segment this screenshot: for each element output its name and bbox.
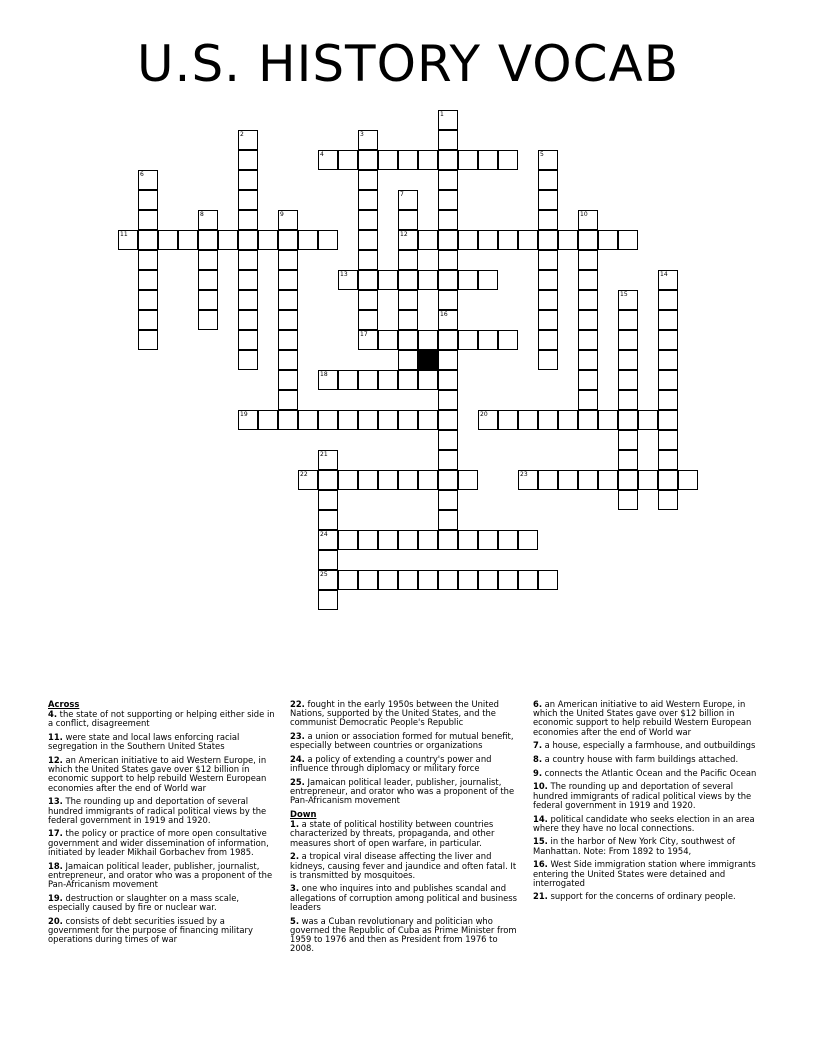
grid-cell[interactable] [358,270,378,290]
clues-column-1 [48,700,276,949]
grid-cell[interactable] [578,350,598,370]
grid-cell[interactable] [538,470,558,490]
clue-number: 1 [440,111,444,118]
grid-cell[interactable] [618,350,638,370]
clue-number-label: 20. [48,915,63,926]
grid-cell[interactable] [498,230,518,250]
clue-number-label: 5. [290,915,300,926]
grid-cell[interactable] [418,410,438,430]
grid-cell[interactable] [658,490,678,510]
grid-cell[interactable] [398,410,418,430]
grid-cell[interactable] [538,290,558,310]
grid-cell[interactable] [518,230,538,250]
clue-number: 5 [540,151,544,158]
grid-cell[interactable] [398,470,418,490]
grid-cell[interactable] [318,410,338,430]
across-clue: 18. Jamaican political leader, publisher, journalist, entrepreneur, and orator who was a proponent of the Pan-Africanism movement [48,860,273,889]
grid-cell[interactable] [618,330,638,350]
grid-cell[interactable] [338,570,358,590]
grid-cell[interactable] [658,290,678,310]
grid-cell[interactable] [418,270,438,290]
grid-cell[interactable] [538,410,558,430]
grid-cell[interactable] [378,150,398,170]
grid-cell[interactable] [658,330,678,350]
clue-number: 23 [520,471,528,478]
grid-cell[interactable] [238,350,258,370]
grid-cell[interactable] [538,330,558,350]
across-clue: 4. the state of not supporting or helping either side in a conflict, disagreement [48,709,275,729]
grid-cell[interactable] [618,430,638,450]
grid-cell[interactable] [358,310,378,330]
grid-cell[interactable] [658,310,678,330]
clue-number: 17 [360,331,368,338]
grid-cell[interactable] [538,210,558,230]
clues-column-3 [533,700,765,906]
clue-number-label: 22. [290,699,305,709]
grid-cell[interactable] [438,350,458,370]
down-clue: 15. in the harbor of New York City, southwest of Manhattan. Note: From 1892 to 1954, [533,836,735,856]
across-clue: 17. the policy or practice of more open consultative government and wider dissemination of information, initiated by leader Mikhail Gorbachev from 1985. [48,828,269,857]
grid-cell[interactable] [418,570,438,590]
grid-cell[interactable] [518,530,538,550]
down-clue: 9. connects the Atlantic Ocean and the Pacific Ocean [533,767,757,778]
grid-cell[interactable] [198,270,218,290]
grid-cell[interactable] [358,170,378,190]
across-clue: 11. were state and local laws enforcing racial segregation in the Southern United States [48,732,240,752]
grid-cell[interactable] [358,570,378,590]
clue-number-label: 18. [48,860,63,871]
grid-cell[interactable] [258,230,278,250]
grid-cell[interactable] [378,530,398,550]
clue-number: 6 [140,171,144,178]
across-clue: 13. The rounding up and deportation of several hundred immigrants of radical political views by the federal government in 1919 and 1920. [48,796,267,825]
clues-column-2 [290,700,522,958]
grid-cell[interactable] [318,550,338,570]
clue-number: 4 [320,151,324,158]
across-clue: 19. destruction or slaughter on a mass scale, especially caused by fire or nuclear war. [48,892,240,912]
clue-number-label: 19. [48,892,63,903]
grid-cell[interactable] [398,530,418,550]
clue-number-label: 7. [533,740,543,751]
grid-cell[interactable] [138,190,158,210]
grid-cell[interactable] [538,350,558,370]
grid-cell[interactable] [278,410,298,430]
grid-cell[interactable] [538,190,558,210]
down-clue: 7. a house, especially a farmhouse, and outbuildings [533,740,756,751]
clue-number-label: 24. [290,754,305,765]
clue-number-label: 23. [290,731,305,742]
grid-cell[interactable] [578,330,598,350]
down-clue: 16. West Side immigration station where immigrants entering the United States were detained and interrogated [533,859,756,888]
clue-number: 11 [120,231,128,238]
grid-cell[interactable] [318,490,338,510]
clue-number-label: 14. [533,813,548,824]
grid-cell[interactable] [238,190,258,210]
grid-cell[interactable] [318,510,338,530]
clue-number: 7 [400,191,404,198]
grid-cell[interactable] [398,150,418,170]
grid-cell[interactable] [258,410,278,430]
grid-cell[interactable] [278,270,298,290]
grid-cell[interactable] [598,410,618,430]
grid-cell[interactable] [458,570,478,590]
grid-cell[interactable] [618,390,638,410]
grid-cell[interactable] [478,230,498,250]
grid-cell[interactable] [438,190,458,210]
grid-cell[interactable] [458,470,478,490]
grid-cell[interactable] [398,210,418,230]
grid-cell[interactable] [538,570,558,590]
grid-cell[interactable] [418,150,438,170]
grid-cell[interactable] [618,490,638,510]
across-header: Across [48,699,80,709]
grid-cell[interactable] [278,330,298,350]
grid-cell[interactable] [238,210,258,230]
grid-cell[interactable] [218,230,238,250]
across-clue: 25. Jamaican political leader, publisher, journalist, entrepreneur, and orator who was a proponent of the Pan-Africanism movement [290,776,515,806]
grid-cell[interactable] [438,410,458,430]
grid-cell[interactable] [418,470,438,490]
grid-cell[interactable] [438,150,458,170]
clue-number: 2 [240,131,244,138]
grid-cell[interactable] [538,230,558,250]
grid-cell[interactable] [378,570,398,590]
grid-cell[interactable] [378,270,398,290]
grid-cell[interactable] [438,230,458,250]
clue-number-label: 2. [290,851,300,862]
grid-cell[interactable] [298,230,318,250]
down-clue: 5. was a Cuban revolutionary and politician who governed the Republic of Cuba as Prime Minister from 1959 to 1976 and then as President from 1976 to 2008. [290,915,517,954]
grid-cell[interactable] [458,330,478,350]
clue-number-label: 9. [533,767,543,778]
down-clue: 14. political candidate who seeks election in an area where they have no local connections. [533,813,755,833]
grid-cell[interactable] [278,350,298,370]
grid-cell[interactable] [398,250,418,270]
grid-cell[interactable] [638,410,658,430]
grid-cell[interactable] [178,230,198,250]
clue-number-label: 3. [290,883,300,894]
grid-cell[interactable] [358,290,378,310]
grid-cell[interactable] [138,290,158,310]
down-clue: 10. The rounding up and deportation of several hundred immigrants of radical political views by the federal government in 1919 and 1920. [533,781,752,810]
grid-cell[interactable] [438,370,458,390]
grid-cell[interactable] [338,530,358,550]
grid-cell[interactable] [478,570,498,590]
grid-cell[interactable] [498,570,518,590]
grid-cell[interactable] [558,230,578,250]
grid-cell[interactable] [318,470,338,490]
black-cell [418,350,438,370]
grid-cell[interactable] [498,150,518,170]
across-clue: 22. fought in the early 1950s between the United Nations, supported by the United States, and the communist Democratic People's Republic [290,699,499,728]
clue-number-label: 15. [533,836,548,847]
grid-cell[interactable] [458,230,478,250]
grid-cell[interactable] [438,570,458,590]
grid-cell[interactable] [378,330,398,350]
clue-number-label: 17. [48,828,63,839]
grid-cell[interactable] [318,590,338,610]
clue-number-label: 21. [533,891,548,902]
grid-cell[interactable] [438,290,458,310]
grid-cell[interactable] [418,530,438,550]
grid-cell[interactable] [238,230,258,250]
grid-cell[interactable] [558,410,578,430]
clue-number: 25 [320,571,328,578]
down-header: Down [290,809,317,820]
grid-cell[interactable] [438,170,458,190]
grid-cell[interactable] [598,230,618,250]
grid-cell[interactable] [458,270,478,290]
grid-cell[interactable] [278,290,298,310]
grid-cell[interactable] [578,230,598,250]
grid-cell[interactable] [138,230,158,250]
grid-cell[interactable] [578,470,598,490]
grid-cell[interactable] [578,370,598,390]
grid-cell[interactable] [638,470,658,490]
grid-cell[interactable] [418,230,438,250]
grid-cell[interactable] [658,390,678,410]
grid-cell[interactable] [658,370,678,390]
grid-cell[interactable] [338,410,358,430]
grid-cell[interactable] [438,510,458,530]
grid-cell[interactable] [358,470,378,490]
grid-cell[interactable] [418,370,438,390]
grid-cell[interactable] [358,250,378,270]
grid-cell[interactable] [138,330,158,350]
grid-cell[interactable] [578,390,598,410]
grid-cell[interactable] [238,250,258,270]
grid-cell[interactable] [518,410,538,430]
clue-number-label: 13. [48,796,63,807]
clue-number-label: 12. [48,755,63,766]
grid-cell[interactable] [238,270,258,290]
grid-cell[interactable] [398,370,418,390]
grid-cell[interactable] [598,470,618,490]
grid-cell[interactable] [438,390,458,410]
grid-cell[interactable] [198,310,218,330]
grid-cell[interactable] [318,230,338,250]
clue-number: 21 [320,451,328,458]
grid-cell[interactable] [578,310,598,330]
grid-cell[interactable] [438,430,458,450]
grid-cell[interactable] [398,310,418,330]
grid-cell[interactable] [458,150,478,170]
grid-cell[interactable] [478,530,498,550]
grid-cell[interactable] [458,530,478,550]
grid-cell[interactable] [518,570,538,590]
clue-number-label: 1. [290,819,300,830]
grid-cell[interactable] [278,370,298,390]
grid-cell[interactable] [138,270,158,290]
grid-cell[interactable] [618,310,638,330]
clue-number-label: 10. [533,781,548,792]
across-clue: 12. an American initiative to aid Western Europe, in which the United States gave over $12 billion in economic support to help rebuild Western European economies after the end of World war [48,755,267,793]
clue-number-label: 25. [290,776,305,787]
clue-number: 10 [580,211,588,218]
grid-cell[interactable] [398,330,418,350]
grid-cell[interactable] [358,150,378,170]
grid-cell[interactable] [338,150,358,170]
grid-cell[interactable] [338,470,358,490]
grid-cell[interactable] [478,330,498,350]
clue-number: 13 [340,271,348,278]
across-clue: 23. a union or association formed for mutual benefit, especially between countries or organizations [290,731,514,751]
grid-cell[interactable] [338,370,358,390]
grid-cell[interactable] [398,570,418,590]
down-clue: 8. a country house with farm buildings attached. [533,754,739,765]
grid-cell[interactable] [278,250,298,270]
grid-cell[interactable] [538,310,558,330]
grid-cell[interactable] [478,150,498,170]
grid-cell[interactable] [438,490,458,510]
down-clue: 2. a tropical viral disease affecting the liver and kidneys, causing fever and jaundice and often fatal. It is transmitted by mosquitoes. [290,851,517,880]
grid-cell[interactable] [578,410,598,430]
grid-cell[interactable] [378,370,398,390]
clue-number: 12 [400,231,408,238]
grid-cell[interactable] [238,170,258,190]
grid-cell[interactable] [498,530,518,550]
grid-cell[interactable] [358,210,378,230]
grid-cell[interactable] [398,270,418,290]
grid-cell[interactable] [138,310,158,330]
grid-cell[interactable] [618,370,638,390]
grid-cell[interactable] [438,530,458,550]
clue-number: 24 [320,531,328,538]
grid-cell[interactable] [538,270,558,290]
grid-cell[interactable] [358,230,378,250]
grid-cell[interactable] [278,310,298,330]
grid-cell[interactable] [238,150,258,170]
grid-cell[interactable] [438,330,458,350]
clue-number: 22 [300,471,308,478]
grid-cell[interactable] [438,270,458,290]
clue-number: 20 [480,411,488,418]
grid-cell[interactable] [658,470,678,490]
clue-number-label: 11. [48,732,63,743]
grid-cell[interactable] [198,290,218,310]
clue-number-label: 16. [533,859,548,870]
grid-cell[interactable] [618,470,638,490]
grid-cell[interactable] [658,350,678,370]
grid-cell[interactable] [438,450,458,470]
grid-cell[interactable] [558,470,578,490]
grid-cell[interactable] [658,410,678,430]
clue-number-label: 4. [48,709,58,720]
down-clue: 21. support for the concerns of ordinary people. [533,891,736,902]
clue-number-label: 8. [533,754,543,765]
clue-number: 14 [660,271,668,278]
grid-cell[interactable] [358,410,378,430]
grid-cell[interactable] [658,450,678,470]
clue-number: 19 [240,411,248,418]
grid-cell[interactable] [138,250,158,270]
grid-cell[interactable] [618,450,638,470]
grid-cell[interactable] [358,370,378,390]
clue-number: 3 [360,131,364,138]
grid-cell[interactable] [678,470,698,490]
grid-cell[interactable] [198,230,218,250]
across-clue: 24. a policy of extending a country's power and influence through diplomacy or military force [290,754,492,774]
grid-cell[interactable] [478,270,498,290]
grid-cell[interactable] [578,250,598,270]
grid-cell[interactable] [418,330,438,350]
down-clue: 1. a state of political hostility between countries characterized by threats, propaganda, and other measures short of open warfare, in particular. [290,819,495,848]
clue-number: 16 [440,311,448,318]
grid-cell[interactable] [158,230,178,250]
clue-number: 18 [320,371,328,378]
grid-cell[interactable] [238,330,258,350]
across-clue: 20. consists of debt securities issued by a government for the purpose of financing military operations during times of war [48,915,253,944]
grid-cell[interactable] [398,350,418,370]
grid-cell[interactable] [358,530,378,550]
grid-cell[interactable] [398,290,418,310]
grid-cell[interactable] [438,250,458,270]
grid-cell[interactable] [238,310,258,330]
grid-cell[interactable] [358,190,378,210]
grid-cell[interactable] [438,130,458,150]
grid-cell[interactable] [238,290,258,310]
grid-cell[interactable] [198,250,218,270]
clue-number: 9 [280,211,284,218]
grid-cell[interactable] [538,250,558,270]
down-clue: 6. an American initiative to aid Western Europe, in which the United States gave over $12 billion in economic support to help rebuild Western European economies after the end of World war [533,699,752,737]
clue-number: 15 [620,291,628,298]
grid-cell[interactable] [578,270,598,290]
grid-cell[interactable] [378,410,398,430]
grid-cell[interactable] [538,170,558,190]
grid-cell[interactable] [278,230,298,250]
grid-cell[interactable] [578,290,598,310]
grid-cell[interactable] [438,470,458,490]
grid-cell[interactable] [618,230,638,250]
page-title: U.S. HISTORY VOCAB [136,35,680,93]
grid-cell[interactable] [278,390,298,410]
grid-cell[interactable] [498,330,518,350]
grid-cell[interactable] [438,210,458,230]
down-clue: 3. one who inquires into and publishes scandal and allegations of corruption among political and business leaders [290,883,518,912]
clue-number-label: 6. [533,699,543,709]
grid-cell[interactable] [658,430,678,450]
grid-cell[interactable] [298,410,318,430]
clue-number: 8 [200,211,204,218]
grid-cell[interactable] [138,210,158,230]
grid-cell[interactable] [378,470,398,490]
grid-cell[interactable] [618,410,638,430]
grid-cell[interactable] [498,410,518,430]
